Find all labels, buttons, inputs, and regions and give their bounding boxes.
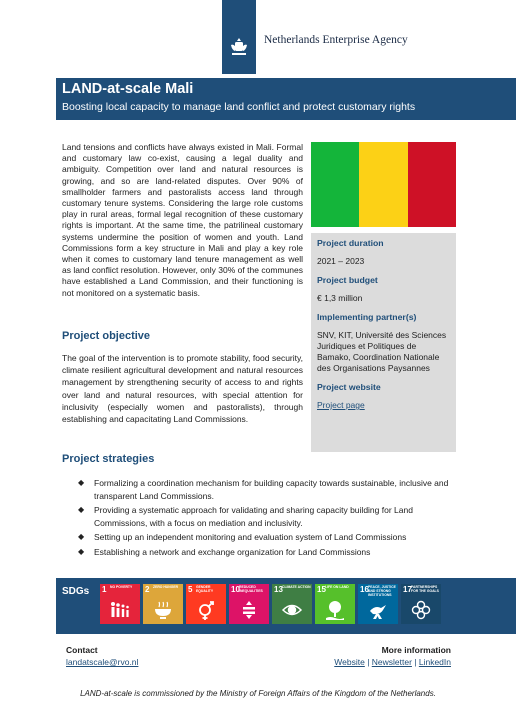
contact-email-link[interactable]: landatscale@rvo.nl [66, 657, 139, 667]
strategies-heading: Project strategies [62, 453, 155, 465]
list-item: ◆ Setting up an independent monitoring and evaluation system of Land Commissions [78, 532, 407, 543]
project-page-link[interactable]: Project page [317, 400, 365, 410]
sdg-tile-10: 10 REDUCED INEQUALITIES [229, 584, 269, 624]
header-logo [0, 0, 516, 78]
website-label: Project website [317, 382, 381, 392]
partners-label: Implementing partner(s) [317, 312, 417, 322]
objective-paragraph: The goal of the intervention is to promote stability, food security, climate resilient agricultural development and natural resources management by strengthening security of access to and rights over land and natural resources, with special attention for inclusivity (especially women and pastoralists), through establishing and capacitating Land Commissions. [62, 353, 303, 425]
flag-stripe-green [311, 142, 359, 227]
budget-label: Project budget [317, 275, 378, 285]
objective-heading: Project objective [62, 330, 151, 342]
sdg-bar [56, 578, 516, 634]
link-separator: | [411, 657, 419, 667]
linkedin-link[interactable]: LinkedIn [418, 657, 451, 667]
footer-note: LAND-at-scale is commissioned by the Ministry of Foreign Affairs of the Kingdom of the Netherlands. [80, 689, 436, 698]
gender-icon [195, 599, 217, 621]
link-separator: | [364, 657, 372, 667]
diamond-bullet-icon: ◆ [78, 546, 85, 556]
intro-paragraph: Land tensions and conflicts have always existed in Mali. Formal and customary law co-exist, causing a legal duality and ambiguity. Competition over land and natural resources is growing, and so are land-related disputes. Over 90% of smallholder farmers and pastoralists access land through customary tenure systems. Considering the large role customs play in rural areas, formal legal recognition of these customary rights is important. At the same time, the patrilineal customary systems undermine the position of women and youth. Land Commissions form a key structure in Mali and play a key role when it comes to customary land tenure management as well as land conflict resolution. However, only 30% of the communes have established a Land Commission, and their functioning is not monitored on a systematic basis. [62, 142, 303, 298]
budget-value: € 1,3 million [317, 293, 363, 303]
more-info-label: More information [381, 645, 451, 655]
equality-icon [238, 599, 260, 621]
list-item: ◆ Providing a systematic approach for validating and sharing capacity building for Land Commissions, with a focus on mediation and inclusivity. [78, 505, 413, 528]
duration-label: Project duration [317, 238, 384, 248]
more-info-links [334, 657, 451, 667]
mali-flag [311, 142, 456, 227]
tree-icon [324, 599, 346, 621]
sdg-title: SDGs [62, 586, 90, 597]
page-subtitle: Boosting local capacity to manage land conflict and protect customary rights [62, 101, 416, 113]
list-item: ◆ Formalizing a coordination mechanism for building capacity towards sustainable, inclusive and transparent Land Commissions. [78, 478, 449, 501]
strategies-list [78, 477, 458, 561]
project-info-sidebar [311, 233, 456, 452]
sdg-tile-1: 1 NO POVERTY [100, 584, 140, 624]
sdg-tile-2: 2 ZERO HUNGER [143, 584, 183, 624]
diamond-bullet-icon: ◆ [78, 478, 85, 487]
sdg-tile-16: 16 PEACE, JUSTICE AND STRONG INSTITUTIONS [358, 584, 398, 624]
sdg-tile-15: 15 LIFE ON LAND [315, 584, 355, 624]
diamond-bullet-icon: ◆ [78, 532, 85, 542]
coat-of-arms-icon [228, 36, 250, 58]
flag-stripe-yellow [359, 142, 407, 227]
contact-label: Contact [66, 645, 98, 655]
bowl-icon [152, 599, 174, 621]
sdg-tile-5: 5 GENDER EQUALITY [186, 584, 226, 624]
sdg-tile-13: 13 CLIMATE ACTION [272, 584, 312, 624]
title-bar [56, 78, 516, 120]
sdg-tile-17: 17 PARTNERSHIPS FOR THE GOALS [401, 584, 441, 624]
family-icon [109, 599, 131, 621]
duration-value: 2021 – 2023 [317, 256, 365, 266]
list-item: ◆ Establishing a network and exchange organization for Land Commissions [78, 546, 371, 557]
page-title: LAND-at-scale Mali [62, 81, 194, 97]
newsletter-link[interactable]: Newsletter [371, 657, 412, 667]
website-link[interactable]: Website [334, 657, 365, 667]
eye-globe-icon [281, 599, 303, 621]
agency-name: Netherlands Enterprise Agency [264, 34, 408, 46]
partners-value: SNV, KIT, Université des Sciences Juridiques et Politiques de Bamako, Coordination Nationale des Organisations Paysannes [317, 330, 447, 373]
diamond-bullet-icon: ◆ [78, 505, 85, 515]
flag-stripe-red [408, 142, 456, 227]
dove-icon [367, 599, 389, 621]
rings-icon [410, 599, 432, 621]
